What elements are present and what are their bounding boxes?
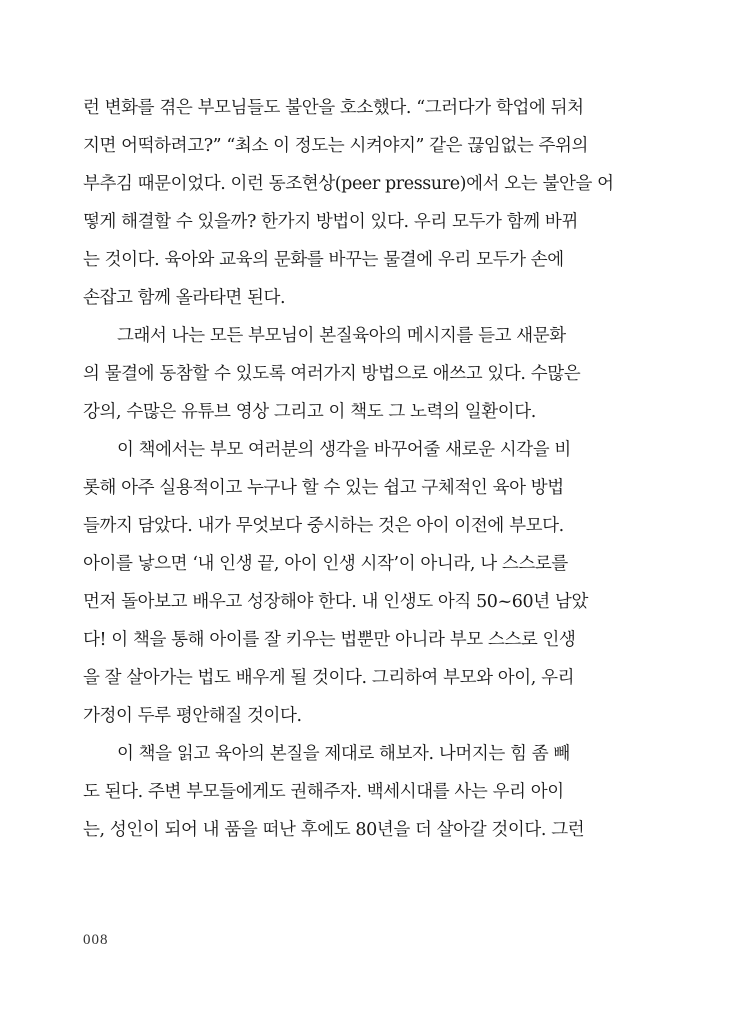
paragraph-start-line: 이 책을 읽고 육아의 본질을 제대로 해보자. 나머지는 힘 좀 빼 <box>117 744 570 764</box>
paragraph-start-line: 그래서 나는 모든 부모님이 본질육아의 메시지를 듣고 새문화 <box>117 326 566 346</box>
text-line: 강의, 수많은 유튜브 영상 그리고 이 책도 그 노력의 일환이다. <box>83 402 536 422</box>
text-line: 먼저 돌아보고 배우고 성장해야 한다. 내 인생도 아직 50~60년 남았 <box>83 592 588 612</box>
text-line: 도 된다. 주변 부모들에게도 권해주자. 백세시대를 사는 우리 아이 <box>83 782 564 802</box>
text-line: 롯해 아주 실용적이고 누구나 할 수 있는 쉽고 구체적인 육아 방법 <box>83 478 564 498</box>
text-line: 의 물결에 동참할 수 있도록 여러가지 방법으로 애쓰고 있다. 수많은 <box>83 364 581 384</box>
paragraph-start-line: 이 책에서는 부모 여러분의 생각을 바꾸어줄 새로운 시각을 비 <box>117 440 571 460</box>
text-line: 부추김 때문이었다. 이런 동조현상(peer pressure)에서 오는 불안을 어 <box>83 174 614 194</box>
text-line: 는 것이다. 육아와 교육의 문화를 바꾸는 물결에 우리 모두가 손에 <box>83 250 564 270</box>
text-line: 아이를 낳으면 ‘내 인생 끝, 아이 인생 시작’이 아니라, 나 스스로를 <box>83 554 568 574</box>
text-line: 다! 이 책을 통해 아이를 잘 키우는 법뿐만 아니라 부모 스스로 인생 <box>83 630 576 650</box>
text-line: 는, 성인이 되어 내 품을 떠난 후에도 80년을 더 살아갈 것이다. 그런 <box>83 820 585 840</box>
text-line: 들까지 담았다. 내가 무엇보다 중시하는 것은 아이 이전에 부모다. <box>83 516 564 536</box>
page-number: 008 <box>83 932 109 948</box>
text-line: 손잡고 함께 올라타면 된다. <box>83 288 286 308</box>
text-line: 떻게 해결할 수 있을까? 한가지 방법이 있다. 우리 모두가 함께 바뀌 <box>83 212 578 232</box>
text-line: 지면 어떡하려고?” “최소 이 정도는 시켜야지” 같은 끊임없는 주위의 <box>83 136 589 156</box>
text-line: 을 잘 살아가는 법도 배우게 될 것이다. 그리하여 부모와 아이, 우리 <box>83 668 575 688</box>
text-line: 가정이 두루 평안해질 것이다. <box>83 706 302 726</box>
text-line: 런 변화를 겪은 부모님들도 불안을 호소했다. “그러다가 학업에 뒤처 <box>83 98 584 118</box>
